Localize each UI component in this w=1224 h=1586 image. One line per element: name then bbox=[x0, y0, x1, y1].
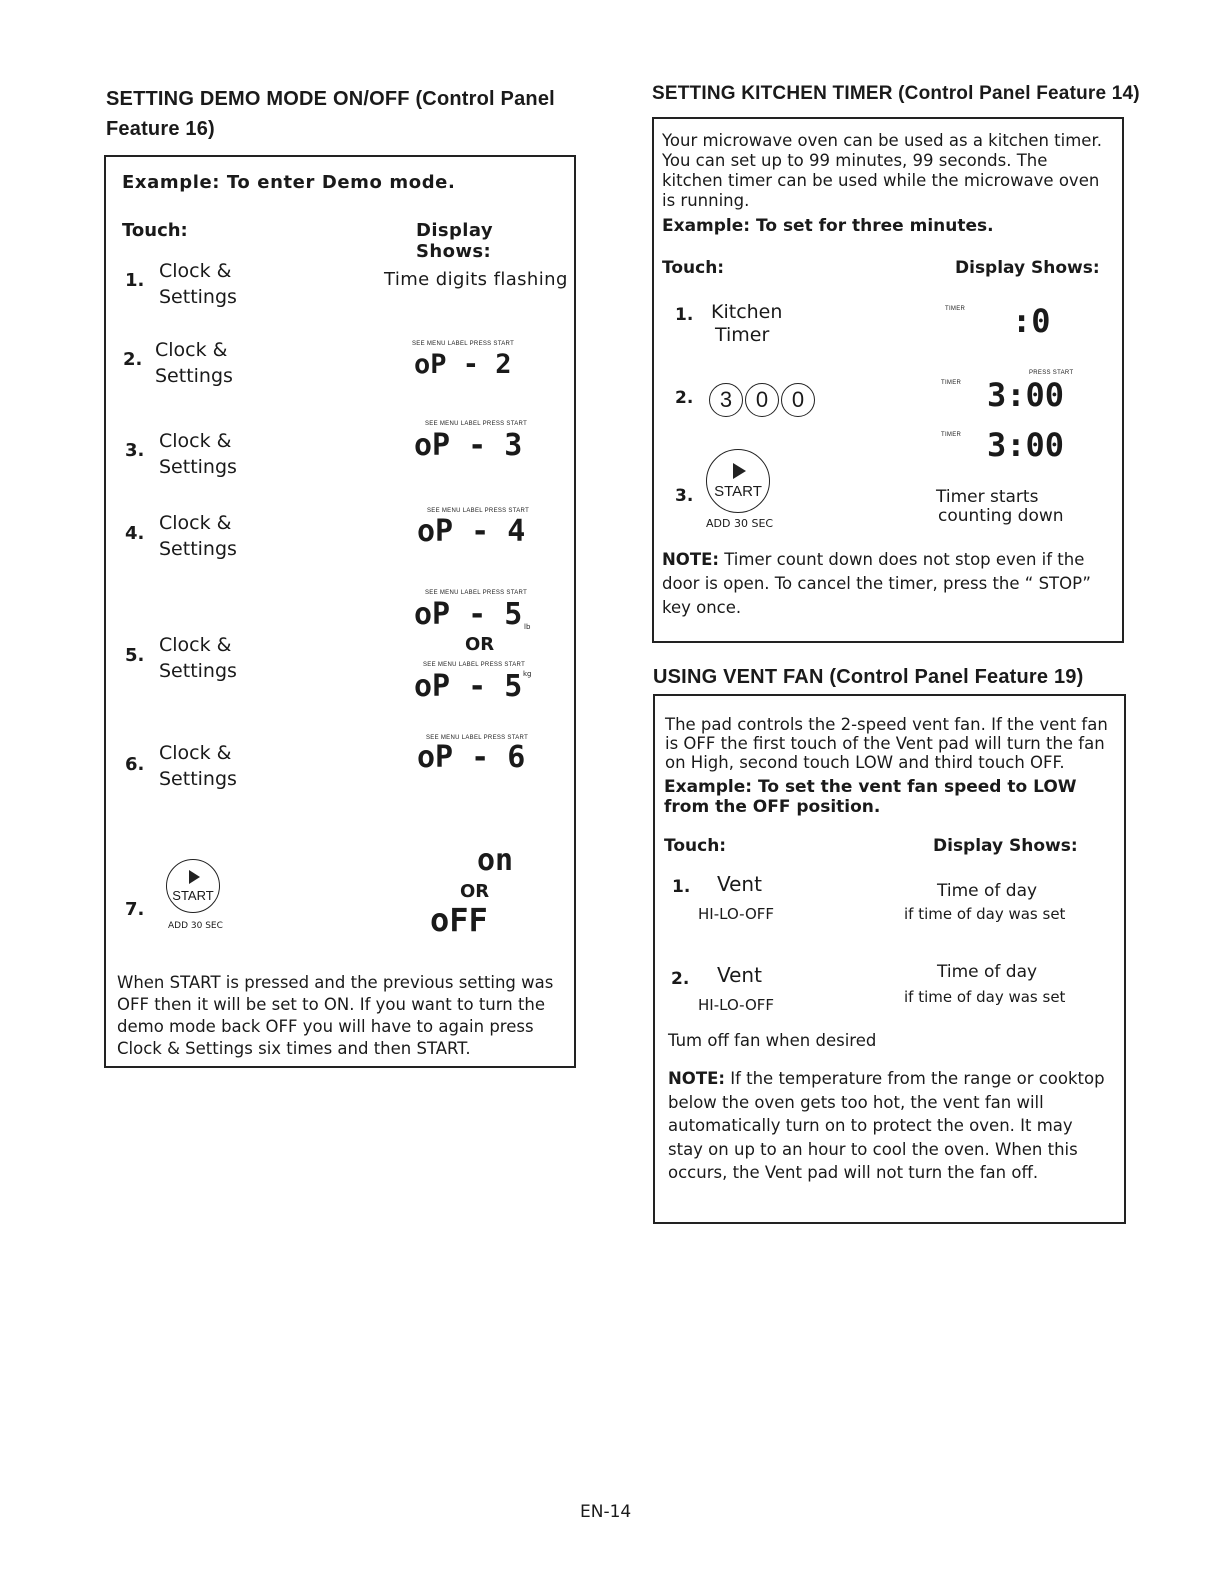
demo-step-6-label bbox=[159, 740, 237, 792]
vent-step-2-label: Vent bbox=[717, 963, 762, 987]
timer-step-2-indicator: TIMER bbox=[941, 380, 962, 386]
demo-step-2-num: 2. bbox=[123, 349, 143, 370]
demo-step-1-num: 1. bbox=[125, 270, 145, 291]
vent-title: USING VENT FAN (Control Panel Feature 19) bbox=[653, 666, 1084, 688]
vent-turn-off: Tum off fan when desired bbox=[668, 1031, 877, 1050]
demo-step-5-label bbox=[159, 632, 237, 684]
demo-step-6-num: 6. bbox=[125, 754, 145, 775]
demo-step-4-line1: Clock & bbox=[159, 512, 232, 534]
demo-step-6-line1: Clock & bbox=[159, 742, 232, 764]
vent-intro: The pad controls the 2-speed vent fan. If the vent fan is OFF the first touch of the Vent pad will turn the fan on High, second touch LOW and third touch OFF. bbox=[665, 715, 1108, 772]
timer-step-1-line1: Kitchen bbox=[711, 301, 783, 323]
demo-step-1-label bbox=[159, 258, 237, 310]
timer-step-3-indicator: TIMER bbox=[941, 432, 962, 438]
demo-start-button[interactable] bbox=[166, 859, 220, 913]
demo-step-5-num: 5. bbox=[125, 645, 145, 666]
timer-intro: Your microwave oven can be used as a kitchen timer. You can set up to 99 minutes, 99 seconds. The kitchen timer can be used while the microwave oven is running. bbox=[662, 131, 1102, 210]
timer-title: SETTING KITCHEN TIMER (Control Panel Feature 14) bbox=[652, 83, 1140, 104]
demo-step-5-indicator-a: SEE MENU LABEL PRESS START bbox=[425, 590, 528, 596]
vent-step-2-display1: Time of day bbox=[937, 962, 1038, 982]
demo-step-6-line2: Settings bbox=[159, 768, 237, 790]
demo-step-5-display-a: oP - 5 bbox=[414, 597, 523, 632]
timer-note bbox=[662, 548, 1112, 620]
play-icon bbox=[189, 870, 200, 884]
key-0-button-2[interactable]: 0 bbox=[781, 383, 815, 417]
demo-step-6-indicator: SEE MENU LABEL PRESS START bbox=[426, 735, 529, 741]
timer-step-2-press-start: PRESS START bbox=[1029, 370, 1074, 376]
vent-box bbox=[653, 694, 1126, 1224]
demo-step-7-or: OR bbox=[460, 881, 490, 902]
timer-display-header: Display Shows: bbox=[955, 258, 1100, 278]
timer-step-3-num: 3. bbox=[675, 486, 694, 506]
demo-footer: When START is pressed and the previous setting was OFF then it will be set to ON. If you want to turn the demo mode back OFF you will have to again press Clock & Settings six times and then START. bbox=[117, 973, 554, 1058]
demo-step-7-num: 7. bbox=[125, 899, 145, 920]
vent-step-2-sub: HI-LO-OFF bbox=[698, 996, 775, 1014]
demo-start-label: START bbox=[172, 888, 214, 903]
demo-step-6-display: oP - 6 bbox=[417, 740, 526, 775]
vent-step-1-display1: Time of day bbox=[937, 881, 1038, 901]
timer-note-label: NOTE: bbox=[662, 550, 719, 569]
demo-title-line2: Feature 16) bbox=[106, 118, 215, 140]
page-number: EN-14 bbox=[580, 1502, 632, 1522]
vent-step-2-num: 2. bbox=[671, 969, 690, 989]
demo-step-7-display-b: oFF bbox=[430, 901, 488, 939]
vent-step-1-num: 1. bbox=[672, 877, 691, 897]
timer-start-button[interactable] bbox=[706, 449, 770, 513]
demo-step-5-or: OR bbox=[465, 634, 495, 655]
demo-example: Example: To enter Demo mode. bbox=[122, 172, 456, 193]
timer-note-text: Timer count down does not stop even if the door is open. To cancel the timer, press the “ STOP” key once. bbox=[662, 550, 1091, 617]
demo-title-line1: SETTING DEMO MODE ON/OFF (Control Panel bbox=[106, 88, 555, 110]
demo-step-2-line1: Clock & bbox=[155, 339, 228, 361]
timer-step-3-text2: counting down bbox=[938, 506, 1064, 526]
timer-keypad-row bbox=[709, 383, 817, 417]
timer-example: Example: To set for three minutes. bbox=[662, 216, 994, 236]
demo-step-3-line1: Clock & bbox=[159, 430, 232, 452]
vent-step-2-display2: if time of day was set bbox=[904, 988, 1066, 1006]
demo-step-4-label bbox=[159, 510, 237, 562]
key-3-button[interactable]: 3 bbox=[709, 383, 743, 417]
timer-step-1-indicator: TIMER bbox=[945, 306, 966, 312]
demo-step-5-display-b: oP - 5 bbox=[414, 669, 523, 704]
vent-example: Example: To set the vent fan speed to LOW from the OFF position. bbox=[664, 777, 1077, 817]
demo-step-7-display-a: on bbox=[477, 843, 514, 878]
key-0-button[interactable]: 0 bbox=[745, 383, 779, 417]
timer-step-3-text1: Timer starts bbox=[936, 487, 1039, 507]
timer-step-1-display: :0 bbox=[1012, 302, 1051, 340]
demo-step-4-line2: Settings bbox=[159, 538, 237, 560]
demo-step-2-display: oP - 2 bbox=[414, 349, 512, 380]
vent-touch-header: Touch: bbox=[664, 836, 727, 856]
demo-step-2-indicator: SEE MENU LABEL PRESS START bbox=[412, 341, 515, 347]
timer-step-1-line2: Timer bbox=[715, 324, 770, 346]
vent-step-1-label: Vent bbox=[717, 872, 762, 896]
demo-touch-header: Touch: bbox=[122, 220, 188, 241]
demo-step-2-label bbox=[155, 337, 233, 389]
timer-box bbox=[652, 117, 1124, 643]
demo-step-3-num: 3. bbox=[125, 440, 145, 461]
demo-step-3-display: oP - 3 bbox=[414, 428, 523, 463]
demo-title bbox=[106, 84, 576, 144]
demo-step-5-line2: Settings bbox=[159, 660, 237, 682]
demo-step-4-indicator: SEE MENU LABEL PRESS START bbox=[427, 508, 530, 514]
demo-step-5-unit-a: lb bbox=[524, 623, 531, 631]
demo-step-3-label bbox=[159, 428, 237, 480]
timer-step-3-display: 3:00 bbox=[987, 426, 1065, 464]
demo-step-2-line2: Settings bbox=[155, 365, 233, 387]
demo-box bbox=[104, 155, 576, 1068]
timer-step-1-label bbox=[711, 301, 782, 347]
play-icon bbox=[733, 463, 746, 479]
demo-step-4-num: 4. bbox=[125, 523, 145, 544]
demo-step-5-unit-b: kg bbox=[523, 670, 532, 678]
vent-step-1-display2: if time of day was set bbox=[904, 905, 1066, 923]
demo-step-1-line1: Clock & bbox=[159, 260, 232, 282]
vent-display-header: Display Shows: bbox=[933, 836, 1078, 856]
demo-step-5-line1: Clock & bbox=[159, 634, 232, 656]
timer-step-1-num: 1. bbox=[675, 305, 694, 325]
timer-step-2-num: 2. bbox=[675, 388, 694, 408]
demo-step-5-indicator-b: SEE MENU LABEL PRESS START bbox=[423, 662, 526, 668]
vent-note bbox=[668, 1067, 1108, 1185]
demo-step-3-indicator: SEE MENU LABEL PRESS START bbox=[425, 421, 528, 427]
vent-step-1-sub: HI-LO-OFF bbox=[698, 905, 775, 923]
demo-step-1-display: Time digits flashing bbox=[384, 269, 568, 290]
demo-step-4-display: oP - 4 bbox=[417, 514, 526, 549]
timer-touch-header: Touch: bbox=[662, 258, 725, 278]
demo-step-1-line2: Settings bbox=[159, 286, 237, 308]
demo-add30-label: ADD 30 SEC bbox=[168, 921, 223, 931]
timer-step-3-text bbox=[936, 488, 1064, 526]
timer-start-label: START bbox=[714, 483, 762, 500]
demo-step-3-line2: Settings bbox=[159, 456, 237, 478]
timer-step-2-display: 3:00 bbox=[987, 376, 1065, 414]
vent-note-text: If the temperature from the range or cooktop below the oven gets too hot, the vent fan will automatically turn on to protect the oven. It may stay on up to an hour to cool the oven. When this occurs, the Vent pad will not turn the fan off. bbox=[668, 1069, 1105, 1182]
demo-display-header: Display Shows: bbox=[416, 220, 494, 262]
vent-note-label: NOTE: bbox=[668, 1069, 725, 1088]
timer-add30-label: ADD 30 SEC bbox=[706, 517, 774, 530]
